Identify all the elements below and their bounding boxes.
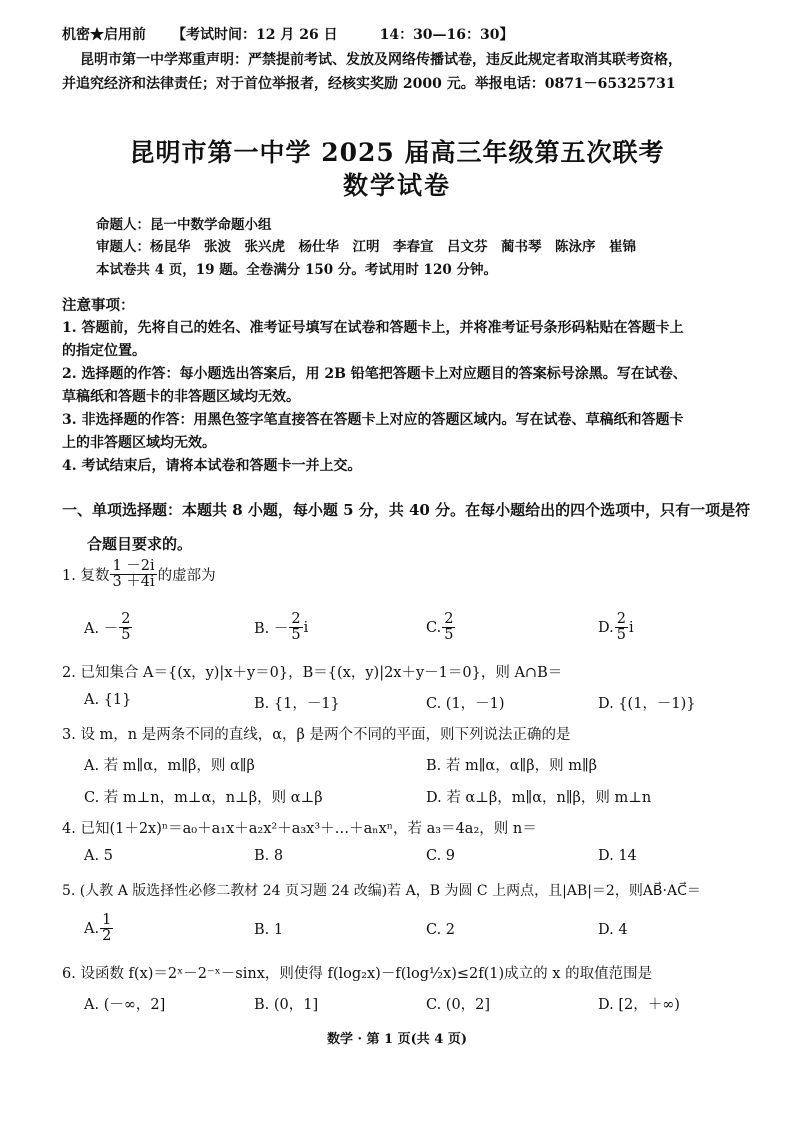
question-2-stem: 2. 已知集合 A＝{(x，y)|x＋y＝0}，B＝{(x，y)|2x＋y－1＝0}，则 A∩B＝ [62,665,563,681]
q6-option-b: B. (0，1] [254,997,319,1013]
reviewers-line: 审题人：杨昆华 张波 张兴虎 杨仕华 江明 李春宣 吕文芬 蔺书琴 陈泳序 崔锦 [96,239,636,255]
notice-heading: 注意事项： [62,297,135,314]
author-line: 命题人：昆一中数学命题小组 [96,217,272,233]
question-5-stem: 5. (人教 A 版选择性必修二教材 24 页习题 24 改编)若 A，B 为圆 C 上两点，且|AB|＝2，则AB⃗·AC⃗＝ [62,883,701,899]
notice-item-2-cont: 草稿纸和答题卡的非答题区域均无效。 [62,389,300,405]
q1-d-tail: i [628,619,634,636]
exam-info-line: 本试卷共 4 页，19 题。全卷满分 150 分。考试用时 120 分钟。 [96,262,497,278]
q6-option-a: A. (－∞，2] [84,997,166,1013]
notice-item-4: 4. 考试结束后，请将本试卷和答题卡一并上交。 [62,458,362,474]
section-heading: 一、单项选择题：本题共 8 小题，每小题 5 分，共 40 分。在每小题给出的四个选项中，只有一项是符 [62,501,751,519]
q1-option-d [598,612,634,643]
q1-fraction [110,559,156,590]
notice-item-1: 1. 答题前，先将自己的姓名、准考证号填写在试卷和答题卡上，并将准考证号条形码粘贴在答题卡上 [62,320,684,336]
exam-time: 【考试时间：12 月 26 日 14：30—16：30】 [172,27,514,43]
q5-a-label: A. [84,920,100,937]
q5-option-c: C. 2 [426,922,456,938]
q5-option-a [84,913,114,944]
q1-a-den: 5 [121,627,131,644]
q1-denominator: 3 ＋4i [112,574,155,591]
question-4-stem: 4. 已知(1＋2x)ⁿ＝a₀＋a₁x＋a₂x²＋a₃x³＋…＋aₙxⁿ，若 a₃＝4a₂，则 n＝ [62,821,537,837]
q2-option-a: A. {1} [84,692,132,708]
q3-option-c: C. 若 m⊥n，m⊥α，n⊥β，则 α⊥β [84,790,323,806]
notice-item-3: 3. 非选择题的作答：用黑色签字笔直接答在答题卡上对应的答题区域内。写在试卷、草稿纸和答题卡 [62,412,684,428]
q3-option-a: A. 若 m∥α，m∥β，则 α∥β [84,758,255,774]
q1-d-num: 2 [616,611,626,627]
question-6-stem: 6. 设函数 f(x)＝2ˣ－2⁻ˣ－sinx，则使得 f(log₂x)－f(log½x)≤2f(1)成立的 x 的取值范围是 [62,966,653,982]
q4-option-b: B. 8 [254,848,284,864]
q1-suffix: 的虚部为 [157,568,216,585]
page-footer: 数学 · 第 1 页(共 4 页) [326,1032,468,1047]
q6-option-c: C. (0，2] [426,997,491,1013]
q1-b-label: B. － [254,621,289,638]
q1-b-tail: i [303,619,309,636]
q2-option-b: B. {1，－1} [254,696,340,712]
q1-option-c [426,612,456,643]
q1-numerator: 1 －2i [112,558,155,574]
statement-line1: 昆明市第一中学郑重声明：严禁提前考试、发放及网络传播试卷，违反此规定者取消其联考资格， [80,52,682,68]
statement-line2: 并追究经济和法律责任；对于首位举报者，经核实奖励 2000 元。举报电话：0871－65325731 [62,76,676,92]
exam-subtitle: 数学试卷 [342,171,451,200]
confidential-mark: 机密★启用前 [62,27,146,43]
q4-option-a: A. 5 [84,848,113,864]
notice-item-1-cont: 的指定位置。 [62,343,146,359]
q4-option-c: C. 9 [426,848,456,864]
q3-option-b: B. 若 m∥α，α∥β，则 m∥β [426,758,598,774]
q1-c-den: 5 [444,627,454,644]
q3-option-d: D. 若 α⊥β，m∥α，n∥β，则 m⊥n [426,790,652,806]
q1-c-num: 2 [444,611,454,627]
question-3-stem: 3. 设 m，n 是两条不同的直线，α，β 是两个不同的平面，则下列说法正确的是 [62,727,571,743]
q1-a-label: A. － [84,621,119,638]
q5-a-den: 2 [102,928,112,945]
q1-a-num: 2 [121,611,131,627]
question-1-stem [62,559,216,590]
q1-b-den: 5 [291,627,301,644]
q1-c-label: C. [426,619,442,636]
q1-b-num: 2 [291,611,301,627]
q1-d-label: D. [598,619,614,636]
notice-item-2: 2. 选择题的作答：每小题选出答案后，用 2B 铅笔把答题卡上对应题目的答案标号涂黑。写在试卷、 [62,366,687,382]
q1-option-b [254,612,308,643]
q5-option-b: B. 1 [254,922,284,938]
q1-option-a [84,612,133,643]
q2-option-d: D. {(1，－1)} [598,696,696,712]
q6-option-d: D. [2，＋∞) [598,997,680,1013]
section-heading-cont: 合题目要求的。 [87,535,193,553]
q5-a-num: 1 [102,912,112,928]
exam-title: 昆明市第一中学 2025 届高三年级第五次联考 [129,138,665,167]
q1-prefix: 1. 复数 [62,568,110,585]
q1-d-den: 5 [616,627,626,644]
q5-option-d: D. 4 [598,922,628,938]
notice-item-3-cont: 上的非答题区域均无效。 [62,435,216,451]
q4-option-d: D. 14 [598,848,637,864]
q2-option-c: C. (1，－1) [426,696,505,712]
